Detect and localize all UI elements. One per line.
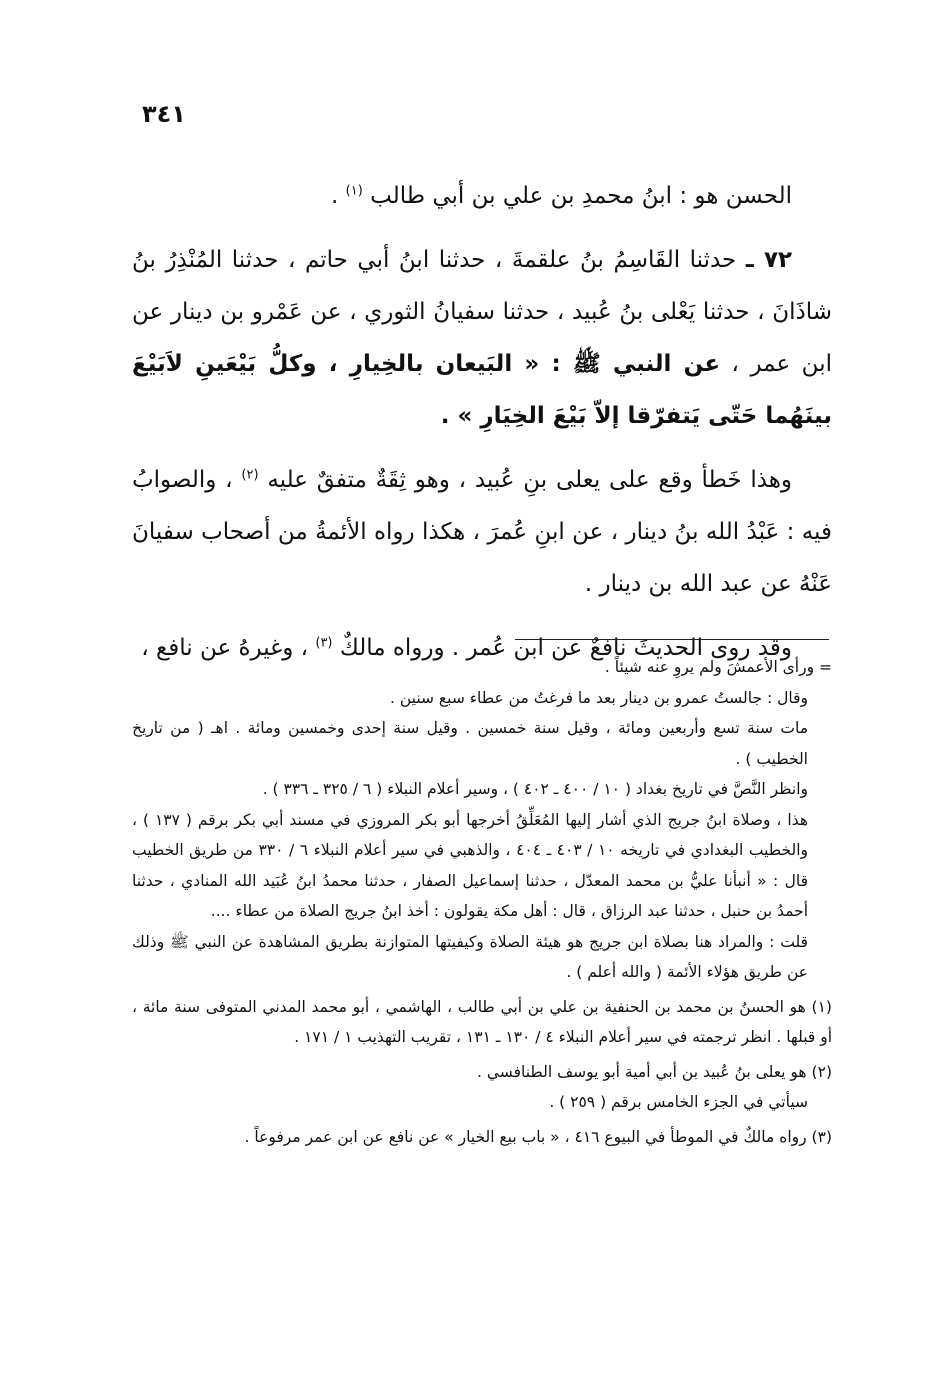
footnote-3-text: رواه مالكٌ في الموطأ في البيوع ٤١٦ ، « باب بيع الخيار » عن نافع عن ابن عمر مرفوعاً .: [244, 1127, 807, 1146]
footnote-2-continuation: سيأتي في الجزء الخامس برقم ( ٢٥٩ ) .: [549, 1093, 808, 1111]
footnote-2-number: (٢): [811, 1062, 832, 1081]
hadith-72: [132, 234, 832, 442]
paragraph-1-end: .: [331, 183, 339, 209]
note-continuation-6: قلت : والمراد هنا بصلاة ابن جريج هو هيئة الصلاة وكيفيتها المتوازنة بطريق المشاهدة عن النبي ﷺ وذلك عن طريق هؤلاء الأئمة ( والله أعلم ) .: [132, 932, 808, 981]
footnote-1-text: هو الحسنُ بن محمد بن الحنفية بن علي بن أبي طالب ، الهاشمي ، أبو محمد المدني المتوفى سنة مائة ، أو قبلها . انظر ترجمته في سير أعلام النبلاء ٤ / ١٣٠ ـ ١٣١ ، تقريب التهذيب ١ / ١٧١ .: [132, 997, 832, 1046]
note-continuation-2: وقال : جالستُ عمرو بن دينار بعد ما فرغتُ من عطاء سبع سنين .: [390, 688, 808, 707]
footnote-2: [132, 1057, 832, 1088]
footnote-ref-3[interactable]: (٣): [315, 635, 333, 651]
footnote-ref-1[interactable]: (١): [345, 183, 363, 199]
hadith-matn: عن النبي ﷺ : « البَيعان بالخِيارِ ، وكلُّ بَيْعَينِ لاَبَيْعَ بينَهُما حَتّى يَتفرّقا إلاّ بَيْعَ الخِيَارِ » .: [132, 351, 832, 429]
page-number: ٣٤١: [142, 100, 186, 128]
paragraph-4-text-a: وقد روى الحديثَ نافعٌ عن ابن عُمر . ورواه مالكٌ: [339, 635, 792, 661]
paragraph-4-text-b: ، وغيرهُ عن نافع ،: [141, 635, 309, 661]
footnote-2-text: هو يعلى بنُ عُبيد بن أبي أمية أبو يوسف الطنافسي .: [477, 1062, 807, 1081]
footnote-3: [132, 1122, 832, 1153]
note-continuation-4: وانظر النَّصَّ في تاريخ بغداد ( ١٠ / ٤٠٠ ـ ٤٠٢ ) ، وسير أعلام النبلاء ( ٦ / ٣٢٥ ـ ٣٣٦ ) .: [262, 780, 808, 798]
note-continuation-1: = ورأى الأعمشَ ولم يروِ عنه شيئاً .: [604, 658, 832, 676]
footnote-divider: [515, 639, 829, 640]
paragraph-1-text: الحسن هو : ابنُ محمدِ بن علي بن أبي طالب: [370, 183, 792, 209]
paragraph-3: [132, 454, 832, 610]
paragraph-3-text-a: وهذا خَطأ وقع على يعلى بنِ عُبيد ، وهو ثِقَةٌ متفقٌ عليه: [267, 467, 793, 493]
footnote-3-number: (٣): [811, 1127, 832, 1146]
hadith-number: ٧٢ ـ: [745, 247, 793, 273]
main-text: [132, 170, 832, 686]
paragraph-3-text-b: ، والصوابُ فيه : عَبْدُ الله بنُ دينار ، عن ابنِ عُمرَ ، هكذا رواه الأئمةُ من أصحاب سفيانَ عَنْهُ عن عبد الله بن دينار .: [132, 467, 832, 597]
footnote-ref-2[interactable]: (٢): [241, 467, 259, 483]
note-continuation-5: هذا ، وصلاة ابنُ جريج الذي أشار إليها المُعَلِّقُ أخرجها أبو بكر المروزي في مسند أبي بكر برقم ( ١٣٧ ) ، والخطيب البغدادي في تاريخه ١٠ / ٤٠٣ ـ ٤٠٤ ، والذهبي في سير أعلام النبلاء ٦ / ٣٣٠ من طريق الخطيب قال : « أنبأنا عليُّ بن محمد المعدّل ، حدثنا إسماعيل الصفار ، حدثنا محمدُ ابنُ عُبَيد الله المنادي ، حدثنا أحمدُ بن حنبل ، حدثنا عبد الرزاق ، قال : أهل مكة يقولون : أخذ ابنُ جريج الصلاة من عطاء ....: [132, 810, 809, 920]
hadith-isnad: حدثنا القَاسِمُ بنُ علقمةَ ، حدثنا ابنُ أبي حاتم ، حدثنا المُنْذِرُ بنُ شاذَانَ ، حدثنا يَعْلى بنُ عُبيد ، حدثنا سفيانُ الثوري ، عن عَمْرو بن دينار عن ابن عمر ،: [132, 247, 832, 377]
note-continuation-3: مات سنة تسع وأربعين ومائة ، وقيل سنة خمسين . وقيل سنة إحدى وخمسين ومائة . اهـ ( من تاريخ الخطيب ) .: [132, 719, 808, 768]
footnotes: [132, 652, 832, 1152]
footnote-1: [132, 992, 832, 1053]
paragraph-1: [132, 170, 832, 222]
footnote-1-number: (١): [811, 997, 832, 1016]
